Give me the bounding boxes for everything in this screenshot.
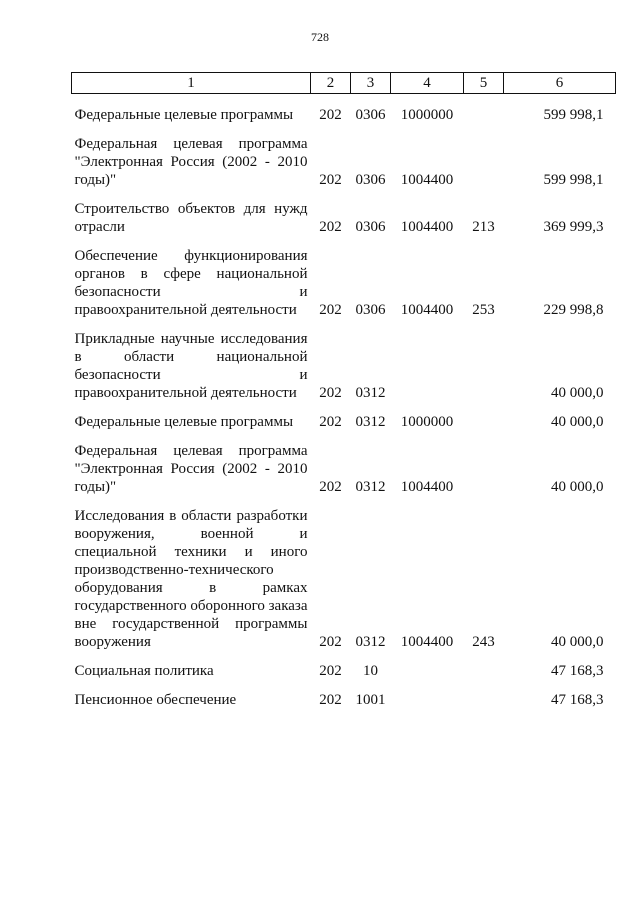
table-row [72, 431, 616, 496]
table-row [72, 124, 616, 189]
row-amount: 40 000,0 [551, 634, 604, 650]
row-code-3: 0312 [355, 634, 386, 650]
row-code-2: 202 [319, 302, 342, 318]
row-name: Исследования в области разработки вооружения, военной и специальной техники и иного производственно-технического оборудования в рамках государственного оборонного заказа вне государственной программы вооружения [74, 508, 308, 650]
table-header-row [72, 73, 616, 94]
row-code-2: 202 [319, 385, 342, 401]
row-code-3: 0306 [355, 219, 386, 235]
row-code-5 [464, 319, 504, 402]
row-amount: 47 168,3 [551, 692, 604, 708]
row-code-4: 1004400 [400, 479, 454, 495]
row-code-5 [464, 651, 504, 680]
row-code-3: 0312 [355, 385, 386, 401]
row-code-5 [464, 94, 504, 125]
column-header-3: 3 [351, 73, 391, 94]
row-code-5: 253 [472, 302, 495, 318]
row-code-4: 1004400 [400, 302, 454, 318]
row-amount: 40 000,0 [551, 479, 604, 495]
row-code-2: 202 [319, 692, 342, 708]
row-code-5 [464, 680, 504, 709]
row-amount: 599 998,1 [543, 107, 604, 123]
table-row [72, 680, 616, 709]
row-code-4: 1000000 [400, 414, 454, 430]
row-code-3: 0306 [355, 107, 386, 123]
column-header-5: 5 [464, 73, 504, 94]
table-row [72, 319, 616, 402]
row-code-5 [464, 124, 504, 189]
row-amount: 40 000,0 [551, 385, 604, 401]
row-code-3: 0312 [355, 479, 386, 495]
row-name: Федеральная целевая программа "Электронная Россия (2002 - 2010 годы)" [74, 443, 308, 495]
row-code-3: 0306 [355, 302, 386, 318]
row-name: Федеральные целевые программы [74, 107, 294, 123]
row-amount: 599 998,1 [543, 172, 604, 188]
row-code-3: 1001 [355, 692, 386, 708]
row-code-5 [464, 431, 504, 496]
row-code-2: 202 [319, 172, 342, 188]
table-row [72, 236, 616, 319]
table-row [72, 651, 616, 680]
row-code-4: 1000000 [400, 107, 454, 123]
row-code-5: 243 [472, 634, 495, 650]
row-code-3: 0312 [355, 414, 386, 430]
row-amount: 40 000,0 [551, 414, 604, 430]
row-code-4 [391, 319, 464, 402]
row-name: Обеспечение функционирования органов в сфере национальной безопасности и правоохранительной деятельности [74, 248, 308, 318]
row-name: Пенсионное обеспечение [74, 692, 237, 708]
column-header-1: 1 [72, 73, 311, 94]
row-code-4: 1004400 [400, 634, 454, 650]
row-code-2: 202 [319, 219, 342, 235]
table-row [72, 402, 616, 431]
row-code-2: 202 [319, 414, 342, 430]
table-row [72, 94, 616, 125]
row-code-3: 0306 [355, 172, 386, 188]
row-name: Прикладные научные исследования в области национальной безопасности и правоохранительной деятельности [74, 331, 308, 401]
row-name: Строительство объектов для нужд отрасли [74, 201, 308, 235]
row-code-5: 213 [472, 219, 495, 235]
row-name: Федеральная целевая программа "Электронная Россия (2002 - 2010 годы)" [74, 136, 308, 188]
row-code-4 [391, 651, 464, 680]
row-code-5 [464, 402, 504, 431]
column-header-4: 4 [391, 73, 464, 94]
page-number: 728 [311, 30, 329, 44]
row-amount: 369 999,3 [543, 219, 604, 235]
table-row [72, 189, 616, 236]
row-code-4: 1004400 [400, 172, 454, 188]
row-amount: 47 168,3 [551, 663, 604, 679]
row-code-2: 202 [319, 479, 342, 495]
column-header-2: 2 [311, 73, 351, 94]
row-code-3: 10 [363, 663, 378, 679]
row-code-4 [391, 680, 464, 709]
row-name: Социальная политика [74, 663, 214, 679]
row-amount: 229 998,8 [543, 302, 604, 318]
column-header-6: 6 [504, 73, 616, 94]
table-row [72, 496, 616, 651]
row-code-2: 202 [319, 663, 342, 679]
row-code-2: 202 [319, 634, 342, 650]
row-name: Федеральные целевые программы [74, 414, 294, 430]
row-code-2: 202 [319, 107, 342, 123]
budget-table [71, 72, 616, 709]
row-code-4: 1004400 [400, 219, 454, 235]
